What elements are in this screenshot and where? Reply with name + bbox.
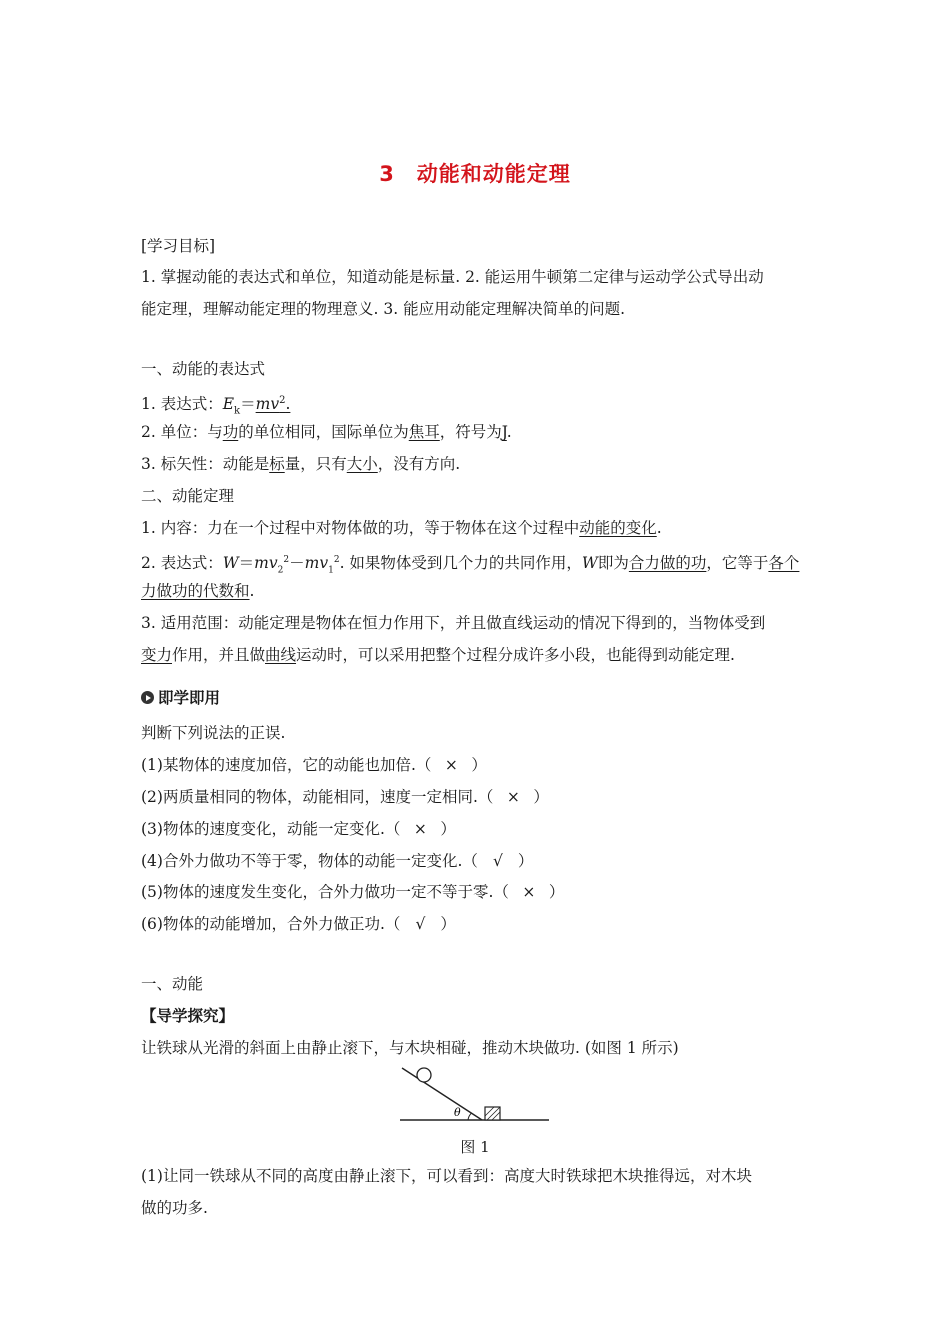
practice-answer-mark: √ (415, 915, 426, 933)
practice-close-paren: ） (533, 788, 549, 806)
practice-statement: (3)物体的速度变化，动能一定变化.（ (141, 820, 401, 838)
theorem-item-3: 3. 适用范围：动能定理是物体在恒力作用下，并且做直线运动的情况下得到的，当物体受到 (141, 614, 766, 632)
section-heading-kinetic: 一、动能 (141, 975, 204, 993)
objectives-line-2: 能定理，理解动能定理的物理意义. 3. 能应用动能定理解决简单的问题. (141, 300, 625, 318)
underlined-answer: 大小 (346, 455, 378, 473)
text: ，没有方向. (377, 455, 461, 473)
theorem-item-3-cont (141, 645, 813, 665)
kinetic-energy-item-1 (141, 391, 813, 421)
formula-superscript: 2 (279, 395, 286, 406)
underlined-answer: 标 (269, 455, 285, 473)
practice-item (141, 882, 813, 902)
practice-answer-mark: × (444, 756, 458, 774)
item-label: 1. 表达式： (141, 395, 223, 414)
practice-statement: (1)某物体的速度加倍，它的动能也加倍.（ (141, 756, 432, 774)
text: ，符号为 (439, 423, 502, 441)
iron-ball (417, 1068, 431, 1082)
practice-close-paren: ） (440, 820, 456, 838)
figure-caption: 图 1 (460, 1138, 490, 1156)
kinetic-energy-item-3 (141, 454, 813, 474)
practice-item (141, 787, 813, 807)
incline-figure (398, 1064, 553, 1128)
incline-line (402, 1068, 482, 1120)
practice-heading (141, 688, 813, 708)
underlined-answer: 各个 (768, 554, 800, 573)
theorem-item-1 (141, 518, 813, 538)
text: 量，只有 (284, 455, 347, 473)
practice-answer-mark: × (522, 883, 536, 901)
text: 作用，并且做 (172, 646, 266, 664)
practice-statement: (4)合外力做功不等于零，物体的动能一定变化.（ (141, 852, 478, 870)
text: . (656, 519, 662, 537)
section-heading-kinetic-energy: 一、动能的表达式 (141, 360, 266, 378)
underlined-answer: 力做功的代数和 (141, 582, 250, 600)
practice-intro: 判断下列说法的正误. (141, 724, 286, 742)
angle-arc (468, 1113, 472, 1120)
practice-item (141, 819, 813, 839)
underlined-answer: 合力做的功 (628, 554, 707, 573)
practice-close-paren: ） (548, 883, 565, 901)
text: 2. 表达式： (141, 554, 223, 573)
page-title: 3 动能和动能定理 (379, 162, 571, 186)
objectives-line-1: 1. 掌握动能的表达式和单位，知道动能是标量. 2. 能运用牛顿第二定律与运动学公式导出动 (141, 268, 764, 286)
formula-subscript: 2 (277, 565, 284, 576)
text: . (506, 423, 512, 441)
formula-symbol: W (222, 554, 239, 573)
practice-statement: (6)物体的动能增加，合外力做正功.（ (141, 915, 401, 933)
text: 2. 单位：与 (141, 423, 223, 441)
formula-mv2: mv (254, 554, 278, 573)
formula-symbol: E (222, 395, 235, 414)
formula-mv: mv (255, 395, 280, 414)
section-heading-theorem: 二、动能定理 (141, 487, 235, 505)
practice-close-paren: ） (471, 756, 487, 774)
formula-mv1: mv (304, 554, 329, 573)
underlined-answer: 变力 (141, 646, 173, 664)
practice-heading-label: 即学即用 (158, 689, 221, 707)
practice-item (141, 851, 813, 871)
formula-equals: ＝ (238, 554, 255, 573)
text: 即为 (597, 554, 629, 573)
underlined-answer: 焦耳 (408, 423, 440, 441)
formula-minus: － (289, 554, 305, 573)
text: 的单位相同，国际单位为 (238, 423, 409, 441)
practice-answer-mark: × (413, 820, 427, 838)
formula-superscript: 2 (333, 555, 340, 565)
theorem-item-2 (141, 550, 813, 580)
text: ，它等于 (706, 554, 769, 573)
objectives-heading: [学习目标] (141, 237, 216, 255)
underlined-answer: J (501, 423, 507, 441)
formula-equals: ＝ (240, 395, 256, 414)
practice-statement: (2)两质量相同的物体，动能相同，速度一定相同.（ (141, 788, 494, 806)
play-circle-icon (141, 691, 154, 704)
underlined-answer: 功 (222, 423, 239, 441)
text: 运动时，可以采用把整个过程分成许多小段，也能得到动能定理. (296, 646, 735, 664)
underlined-answer: 动能的变化 (579, 519, 657, 537)
practice-answer-mark: √ (492, 852, 503, 870)
practice-close-paren: ） (517, 852, 534, 870)
theorem-item-2-cont (141, 581, 813, 601)
kinetic-energy-item-2 (141, 422, 813, 442)
practice-item (141, 914, 813, 934)
text: 1. 内容：力在一个过程中对物体做的功，等于物体在这个过程中 (141, 519, 580, 537)
formula-subscript: k (234, 405, 241, 417)
formula-subscript: 1 (328, 565, 334, 576)
formula-period: . (285, 395, 291, 414)
text: 3. 标矢性：动能是 (141, 455, 270, 473)
formula-superscript: 2 (283, 555, 290, 565)
guide-intro: 让铁球从光滑的斜面上由静止滚下，与木块相碰，推动木块做功. (如图 1 所示) (141, 1039, 679, 1057)
practice-answer-mark: × (506, 788, 520, 806)
underlined-answer: 曲线 (265, 646, 297, 664)
practice-statement: (5)物体的速度发生变化，合外力做功一定不等于零.（ (141, 883, 509, 901)
text: . (249, 582, 255, 600)
text: . 如果物体受到几个力的共同作用， (339, 554, 582, 573)
guide-heading: 【导学探究】 (141, 1007, 235, 1025)
paragraph-1-line-2: 做的功多. (141, 1199, 208, 1217)
practice-close-paren: ） (440, 915, 456, 933)
practice-item (141, 755, 813, 775)
paragraph-1-line-1: (1)让同一铁球从不同的高度由静止滚下，可以看到：高度大时铁球把木块推得远，对木块 (141, 1167, 752, 1185)
formula-symbol: W (581, 554, 598, 573)
angle-label: θ (454, 1106, 461, 1119)
